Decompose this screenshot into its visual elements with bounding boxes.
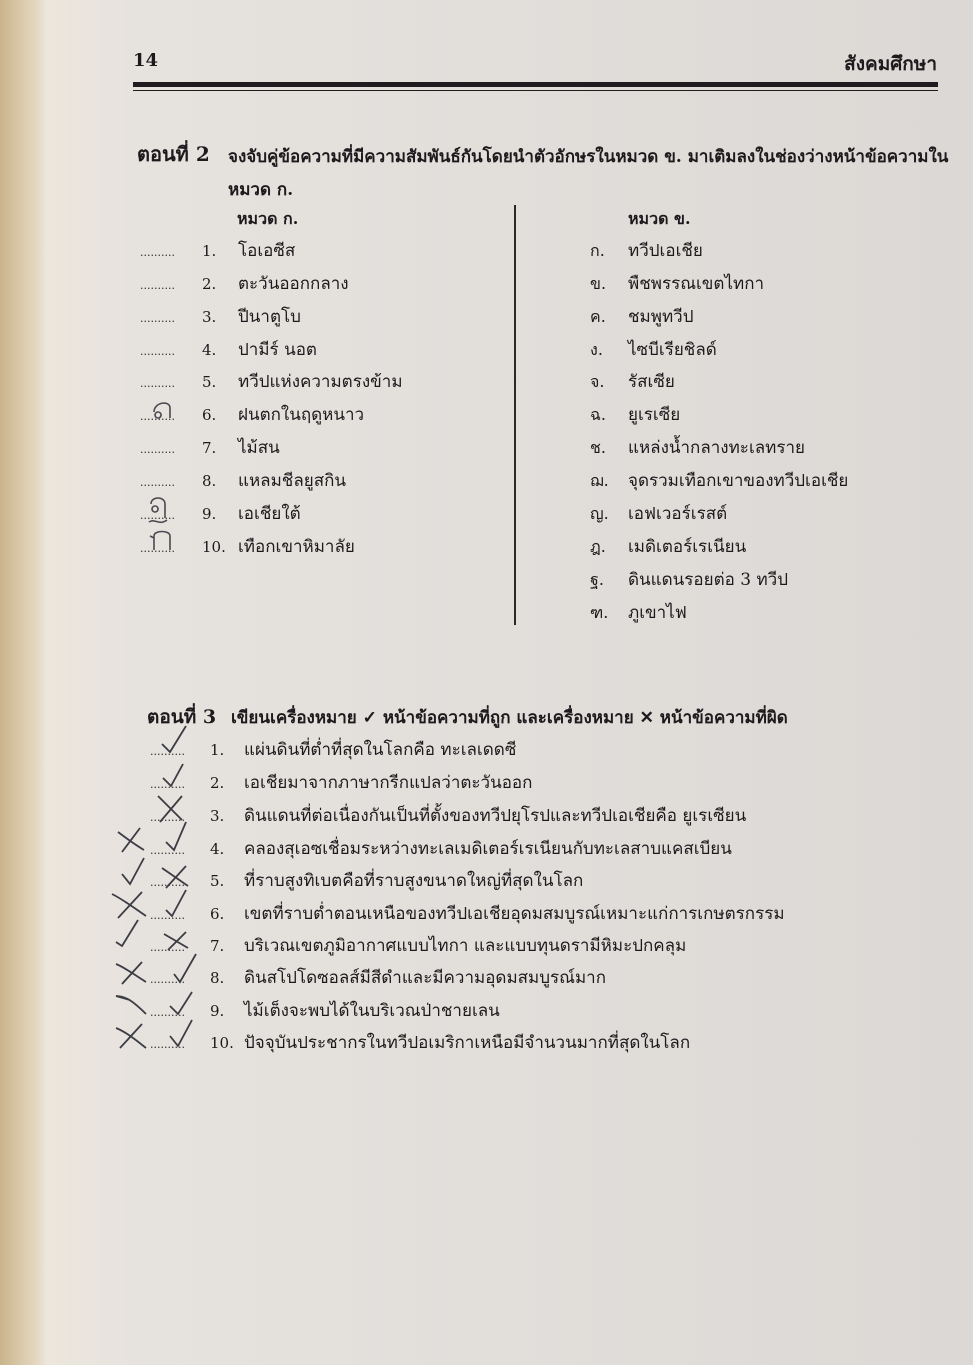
item-text: ปีนาตูโบ xyxy=(238,307,301,327)
handwritten-answer xyxy=(150,396,176,422)
column-b-item xyxy=(590,336,717,366)
item-text: จุดรวมเทือกเขาของทวีปเอเชีย xyxy=(628,471,849,491)
item-text: เอฟเวอร์เรสต์ xyxy=(628,504,728,524)
answer-blank[interactable]: .......... xyxy=(140,345,175,358)
item-letter: ญ. xyxy=(590,504,609,523)
answer-blank[interactable]: .......... xyxy=(140,279,175,292)
item-text: แหล่งน้ำกลางทะเลทราย xyxy=(628,438,806,458)
item-letter: ฐ. xyxy=(590,570,604,589)
item-text: ชมพูทวีป xyxy=(628,307,694,327)
item-number: 5. xyxy=(210,872,225,890)
item-text: ที่ราบสูงทิเบตคือที่ราบสูงขนาดใหญ่ที่สุดในโลก xyxy=(244,871,584,891)
column-a-item xyxy=(140,237,295,267)
item-number: 7. xyxy=(210,937,225,955)
column-divider xyxy=(514,205,516,625)
column-b-item xyxy=(590,533,746,563)
true-false-item xyxy=(150,997,500,1027)
column-a-item xyxy=(140,336,317,366)
item-number: 7. xyxy=(202,439,217,457)
handwritten-check-mark xyxy=(166,1018,196,1050)
answer-blank[interactable]: .......... xyxy=(150,1038,185,1051)
handwritten-cross-mark xyxy=(158,862,194,890)
item-number: 1. xyxy=(202,242,217,260)
answer-blank[interactable]: .......... xyxy=(150,778,185,791)
item-text: แผ่นดินที่ต่ำที่สุดในโลกคือ ทะเลเดดซี xyxy=(244,740,517,760)
handwritten-check-mark xyxy=(114,918,144,948)
item-text: เอเชียใต้ xyxy=(238,504,301,524)
column-b-item xyxy=(590,599,687,629)
page-spine-shadow xyxy=(0,0,46,1365)
item-text: แหลมชีลยูสกิน xyxy=(238,471,346,491)
answer-blank[interactable]: .......... xyxy=(140,443,175,456)
column-a-heading: หมวด ก. xyxy=(237,209,299,228)
answer-blank[interactable]: .......... xyxy=(150,876,185,889)
item-text: คลองสุเอซเชื่อมระหว่างทะเลเมดิเตอร์เรเนียนกับทะเลสาบแคสเบียน xyxy=(244,839,732,859)
item-number: 6. xyxy=(202,406,217,424)
item-text: เขตที่ราบต่ำตอนเหนือของทวีปเอเชียอุดมสมบูรณ์เหมาะแก่การเกษตรกรรม xyxy=(244,904,785,924)
handwritten-answer xyxy=(145,494,175,528)
item-text: ดินแดนรอยต่อ 3 ทวีป xyxy=(628,570,788,590)
item-number: 9. xyxy=(210,1002,225,1020)
true-false-item xyxy=(150,1029,690,1059)
item-number: 8. xyxy=(210,969,225,987)
column-b-item xyxy=(590,500,727,530)
handwritten-check-mark xyxy=(166,990,196,1018)
column-b-item xyxy=(590,237,703,267)
handwritten-cross-mark xyxy=(112,958,152,986)
item-text: ยูเรเซีย xyxy=(628,405,681,425)
part3-instruction: เขียนเครื่องหมาย ✓ หน้าข้อความที่ถูก และเครื่องหมาย ✕ หน้าข้อความที่ผิด xyxy=(231,708,788,728)
part2-instruction: จงจับคู่ข้อความที่มีความสัมพันธ์กันโดยนำตัวอักษรในหมวด ข. มาเติมลงในช่องว่างหน้าข้อความในหมวด ก. xyxy=(228,147,949,200)
item-number: 8. xyxy=(202,472,217,490)
handwritten-cross-mark xyxy=(112,992,152,1018)
item-number: 3. xyxy=(202,308,217,326)
item-text: ดินแดนที่ต่อเนื่องกันเป็นที่ตั้งของทวีปยุโรปและทวีปเอเชียคือ ยูเรเซียน xyxy=(244,806,747,826)
answer-blank[interactable]: .......... xyxy=(150,909,185,922)
true-false-item xyxy=(150,932,686,962)
item-letter: ฎ. xyxy=(590,537,606,556)
column-a-item xyxy=(140,467,346,497)
item-number: 9. xyxy=(202,505,217,523)
item-text: ภูเขาไฟ xyxy=(628,603,687,623)
column-a-item xyxy=(140,303,301,333)
column-b-item xyxy=(590,401,680,431)
item-letter: ฌ. xyxy=(590,471,609,490)
column-b-item xyxy=(590,434,805,464)
item-number: 5. xyxy=(202,373,217,391)
item-letter: ค. xyxy=(590,307,606,326)
column-b-item xyxy=(590,566,788,596)
item-text: เทือกเขาหิมาลัย xyxy=(238,537,355,557)
handwritten-cross-mark xyxy=(112,824,150,854)
item-text: เมดิเตอร์เรเนียน xyxy=(628,537,747,557)
answer-blank[interactable]: .......... xyxy=(140,476,175,489)
item-number: 6. xyxy=(210,905,225,923)
true-false-item xyxy=(150,736,516,766)
item-letter: จ. xyxy=(590,372,605,391)
item-text: ไม้เต็งจะพบได้ในบริเวณป่าชายเลน xyxy=(244,1001,500,1021)
answer-blank[interactable]: .......... xyxy=(140,377,175,390)
answer-blank[interactable]: .......... xyxy=(140,246,175,259)
column-b-item xyxy=(590,467,848,497)
item-text: ทวีปเอเชีย xyxy=(628,241,703,261)
answer-blank[interactable]: .......... xyxy=(150,745,185,758)
handwritten-answer xyxy=(148,528,178,556)
column-b-item xyxy=(590,303,694,333)
answer-blank[interactable]: .......... xyxy=(140,542,175,555)
answer-blank[interactable]: .......... xyxy=(140,410,175,423)
item-text: ฝนตกในฤดูหนาว xyxy=(238,405,365,425)
page-number: 14 xyxy=(133,50,159,71)
answer-blank[interactable]: .......... xyxy=(150,1006,185,1019)
item-text: ตะวันออกกลาง xyxy=(238,274,349,294)
item-text: ปัจจุบันประชากรในทวีปอเมริกาเหนือมีจำนวนมากที่สุดในโลก xyxy=(244,1033,691,1053)
true-false-item xyxy=(150,769,532,799)
item-text: โอเอซีส xyxy=(238,241,296,261)
answer-blank[interactable]: .......... xyxy=(150,941,185,954)
item-text: ไซบีเรียชิลด์ xyxy=(628,340,717,360)
true-false-item xyxy=(150,867,583,897)
true-false-item xyxy=(150,964,606,994)
column-b-heading: หมวด ข. xyxy=(628,209,691,228)
header-rule-thick xyxy=(133,82,938,87)
answer-blank[interactable]: .......... xyxy=(150,811,185,824)
item-text: ดินสโปโดซอลส์มีสีดำและมีความอุดมสมบูรณ์มาก xyxy=(244,968,606,988)
answer-blank[interactable]: .......... xyxy=(150,973,185,986)
item-number: 3. xyxy=(210,807,225,825)
item-text: ไม้สน xyxy=(238,438,280,458)
item-number: 4. xyxy=(202,341,217,359)
column-a-item xyxy=(140,434,280,464)
handwritten-check-mark xyxy=(155,762,189,788)
handwritten-cross-mark xyxy=(160,928,194,952)
answer-blank[interactable]: .......... xyxy=(140,509,175,522)
item-number: 2. xyxy=(202,275,217,293)
handwritten-check-mark xyxy=(168,952,200,986)
handwritten-cross-mark xyxy=(108,888,150,920)
item-letter: ง. xyxy=(590,340,603,359)
part3-label: ตอนที่ 3 xyxy=(147,706,217,728)
item-number: 10. xyxy=(202,538,226,556)
item-text: บริเวณเขตภูมิอากาศแบบไทกา และแบบทุนดรามีหิมะปกคลุม xyxy=(244,936,687,956)
item-letter: ฉ. xyxy=(590,405,606,424)
handwritten-check-mark xyxy=(118,856,152,888)
column-b-item xyxy=(590,270,764,300)
part2-label: ตอนที่ 2 xyxy=(137,142,210,166)
item-number: 4. xyxy=(210,840,225,858)
header-rule-thin xyxy=(133,90,938,91)
item-text: รัสเซีย xyxy=(628,372,675,392)
true-false-item xyxy=(150,802,746,832)
handwritten-check-mark xyxy=(150,724,190,754)
item-number: 10. xyxy=(210,1034,234,1052)
item-letter: ก. xyxy=(590,241,605,260)
item-letter: ฑ. xyxy=(590,603,609,622)
item-text: พืชพรรณเขตไทกา xyxy=(628,274,765,294)
item-number: 2. xyxy=(210,774,225,792)
answer-blank[interactable]: .......... xyxy=(150,844,185,857)
item-text: ปามีร์ นอต xyxy=(238,340,317,360)
item-letter: ข. xyxy=(590,274,607,293)
handwritten-cross-mark xyxy=(112,1020,152,1052)
item-number: 1. xyxy=(210,741,225,759)
column-a-item xyxy=(140,368,403,398)
column-a-item xyxy=(140,270,349,300)
subject-title: สังคมศึกษา xyxy=(844,53,937,75)
true-false-item xyxy=(150,835,732,865)
item-text: ทวีปแห่งความตรงข้าม xyxy=(238,372,403,392)
column-b-item xyxy=(590,368,675,398)
handwritten-check-mark xyxy=(160,888,192,920)
handwritten-check-mark xyxy=(160,820,194,854)
item-letter: ช. xyxy=(590,438,606,457)
item-text: เอเชียมาจากภาษากรีกแปลว่าตะวันออก xyxy=(244,773,533,793)
true-false-item xyxy=(150,900,785,930)
answer-blank[interactable]: .......... xyxy=(140,312,175,325)
